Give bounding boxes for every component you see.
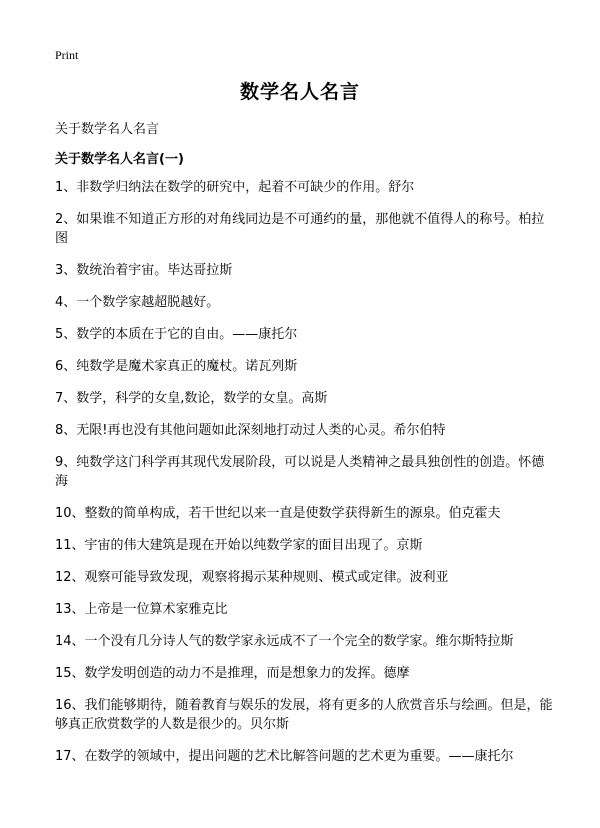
document-body xyxy=(55,120,555,779)
quote-item: 17、在数学的领域中，提出问题的艺术比解答问题的艺术更为重要。——康托尔 xyxy=(55,749,514,764)
section-heading: 关于数学名人名言(一) xyxy=(55,152,184,167)
quote-item: 6、纯数学是魔术家真正的魔杖。诺瓦列斯 xyxy=(55,359,298,374)
quote-item: 9、纯数学这门科学再其现代发展阶段，可以说是人类精神之最具独创性的创造。怀德海 xyxy=(55,455,545,489)
quote-item: 16、我们能够期待，随着教育与娱乐的发展，将有更多的人欣赏音乐与绘画。但是，能够真正欣赏数学的人数是很少的。贝尔斯 xyxy=(55,698,553,732)
quote-item: 8、无限!再也没有其他问题如此深刻地打动过人类的心灵。希尔伯特 xyxy=(55,423,446,438)
quote-item: 4、一个数学家越超脱越好。 xyxy=(55,295,220,310)
quote-item: 13、上帝是一位算术家雅克比 xyxy=(55,602,228,617)
intro-text: 关于数学名人名言 xyxy=(55,122,160,137)
page-title: 数学名人名言 xyxy=(239,81,360,103)
quote-item: 14、一个没有几分诗人气的数学家永远成不了一个完全的数学家。维尔斯特拉斯 xyxy=(55,634,514,649)
quote-item: 2、如果谁不知道正方形的对角线同边是不可通约的量，那他就不值得人的称号。柏拉图 xyxy=(55,212,545,246)
print-label: Print xyxy=(55,48,79,62)
quote-item: 15、数学发明创造的动力不是推理，而是想象力的发挥。德摩 xyxy=(55,666,410,681)
quote-item: 11、宇宙的伟大建筑是现在开始以纯数学家的面目出现了。京斯 xyxy=(55,538,423,553)
quote-item: 5、数学的本质在于它的自由。——康托尔 xyxy=(55,327,298,342)
quote-item: 1、非数学归纳法在数学的研究中，起着不可缺少的作用。舒尔 xyxy=(55,180,415,195)
quote-item: 10、整数的简单构成，若干世纪以来一直是使数学获得新生的源泉。伯克霍夫 xyxy=(55,506,501,521)
quote-item: 3、数统治着宇宙。毕达哥拉斯 xyxy=(55,263,233,278)
quote-item: 12、观察可能导致发现，观察将揭示某种规则、模式或定律。波利亚 xyxy=(55,570,449,585)
quote-item: 7、数学，科学的女皇,数论，数学的女皇。高斯 xyxy=(55,391,328,406)
